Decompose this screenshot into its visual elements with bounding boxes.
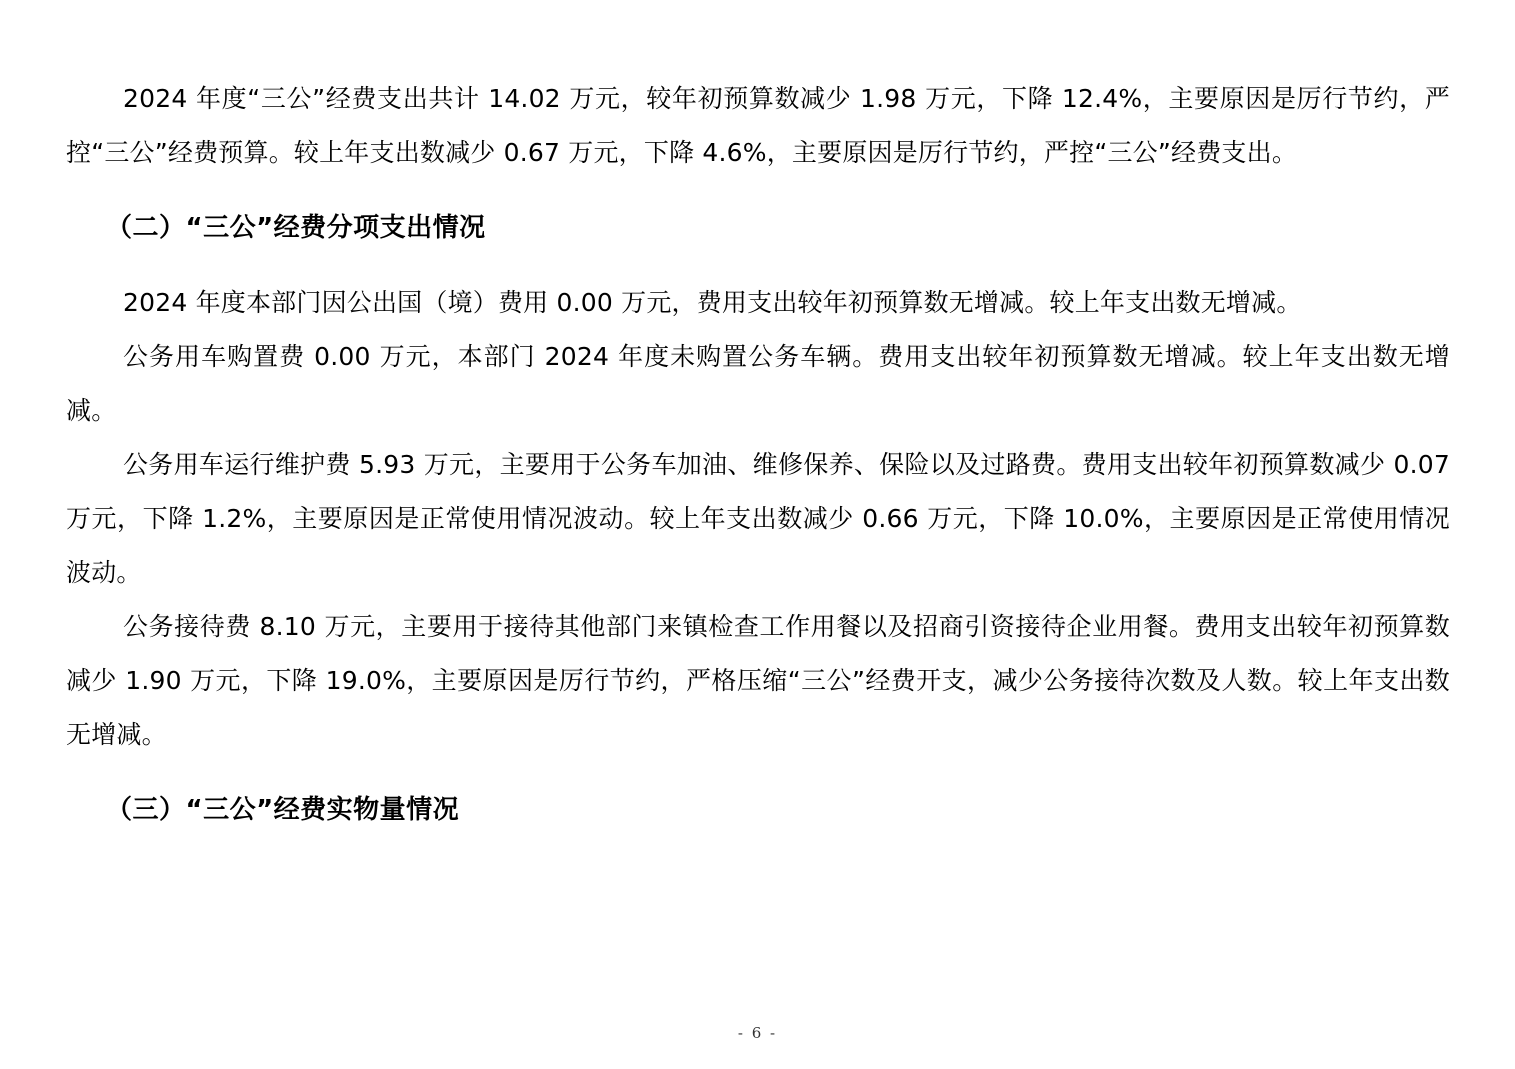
document-body [66,72,1450,837]
paragraph-official-reception: 公务接待费 8.10 万元，主要用于接待其他部门来镇检查工作用餐以及招商引资接待企业用餐。费用支出较年初预算数减少 1.90 万元，下降 19.0%，主要原因是厉行节约，严格压缩“三公”经费开支，减少公务接待次数及人数。较上年支出数无增减。 [66,612,1450,749]
section-heading-itemized-expenditure: （二）“三公”经费分项支出情况 [106,213,486,243]
paragraph-vehicle-purchase: 公务用车购置费 0.00 万元，本部门 2024 年度未购置公务车辆。费用支出较年初预算数无增减。较上年支出数无增减。 [66,342,1450,425]
page-number: - 6 - [737,1024,778,1042]
paragraph-overseas-travel: 2024 年度本部门因公出国（境）费用 0.00 万元，费用支出较年初预算数无增减。较上年支出数无增减。 [123,288,1302,317]
paragraph-total-expenditure: 2024 年度“三公”经费支出共计 14.02 万元，较年初预算数减少 1.98 万元，下降 12.4%，主要原因是厉行节约，严控“三公”经费预算。较上年支出数减少 0.67 万元，下降 4.6%，主要原因是厉行节约，严控“三公”经费支出。 [66,84,1450,167]
section-heading-physical-quantity: （三）“三公”经费实物量情况 [106,795,460,825]
paragraph-vehicle-maintenance: 公务用车运行维护费 5.93 万元，主要用于公务车加油、维修保养、保险以及过路费。费用支出较年初预算数减少 0.07 万元，下降 1.2%，主要原因是正常使用情况波动。较上年支出数减少 0.66 万元，下降 10.0%，主要原因是正常使用情况波动。 [66,450,1450,587]
